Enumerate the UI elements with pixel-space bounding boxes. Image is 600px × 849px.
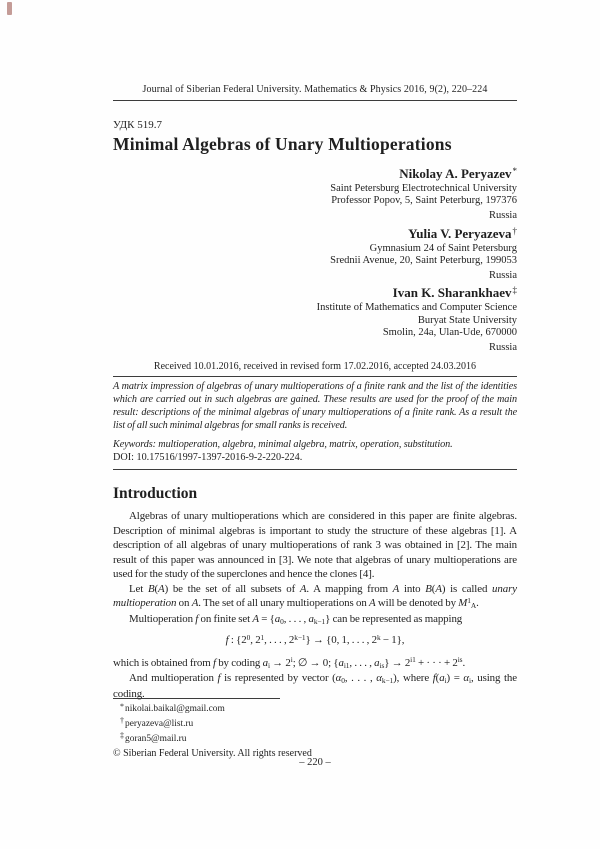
author-name xyxy=(113,226,517,243)
author-block xyxy=(113,166,517,223)
author-country: Russia xyxy=(488,210,517,222)
footnote-marker-ref: * xyxy=(512,166,517,176)
abstract-box xyxy=(113,376,517,470)
keywords-line: Keywords: multioperation, algebra, minimal algebra, matrix, operation, substitution. xyxy=(113,439,453,450)
doi-line: DOI: 10.17516/1997-1397-2016-9-2-220-224. xyxy=(113,452,303,463)
footnote-marker-ref: ‡ xyxy=(512,285,517,296)
author-country: Russia xyxy=(488,342,517,354)
footnote-rule xyxy=(113,698,280,699)
author-affiliation-line: Buryat State University xyxy=(417,314,517,326)
footnote-item xyxy=(113,717,517,732)
author-block xyxy=(113,226,517,283)
paragraph: which is obtained from f by coding ai → $2^i$; ∅ → 0; {ai1, . . . , $ais\} \to 2^{i1}$ + · · · + $2^{is}$. xyxy=(113,655,466,670)
footnote-marker: † xyxy=(120,716,124,726)
paragraph: Let B(A) be the set of all subsets of A. A mapping from A into B(A) is called unary multioperation on A. The set of all unary multioperations on A will be denoted by $M^1A$. xyxy=(113,582,517,611)
author-affiliation-line: Professor Popov, 5, Saint Peterburg, 197376 xyxy=(331,195,517,207)
footnotes-block xyxy=(113,698,517,759)
author-affiliation-line: Srednii Avenue, 20, Saint Peterburg, 199053 xyxy=(330,255,517,267)
footnote-marker: * xyxy=(120,701,124,711)
section-heading-introduction: Introduction xyxy=(113,485,198,502)
author-name-text: Ivan K. Sharankhaev xyxy=(392,285,512,301)
abstract-text: A matrix impression of algebras of unary multioperations of a finite rank and the list of the identities which are carried out in such algebras are gained. These results are used for the proof of the main result: descriptions of the minimal algebras of unary multioperations of a finite rank. As a result the list of all such minimal algebras for small ranks is received. xyxy=(113,381,517,431)
journal-header xyxy=(113,84,517,101)
author-block xyxy=(113,285,517,354)
author-affiliation-line: Saint Petersburg Electrotechnical University xyxy=(330,183,517,194)
body-text xyxy=(113,509,517,701)
author-name xyxy=(113,285,517,302)
authors-block xyxy=(113,164,517,358)
copyright-line: © Siberian Federal University. All rights reserved xyxy=(113,748,312,760)
author-affiliation-line: Gymnasium 24 of Saint Petersburg xyxy=(369,242,517,254)
footnote-email: peryazeva@list.ru xyxy=(125,718,194,729)
page-number: – 220 – xyxy=(299,757,331,768)
paper-title: Minimal Algebras of Unary Multioperations xyxy=(113,134,452,154)
author-country: Russia xyxy=(488,270,517,282)
author-affiliation-line: Institute of Mathematics and Computer Science xyxy=(316,302,517,314)
footnote-marker: ‡ xyxy=(120,731,124,741)
author-name-text: Nikolay A. Peryazev xyxy=(399,166,512,181)
footnote-item xyxy=(113,732,517,747)
paragraph: Multioperation f on finite set A = {a0, . . . , ak−1} can be represented as mapping xyxy=(129,612,463,626)
footnote-marker-ref: † xyxy=(512,225,517,236)
author-affiliation-line: Smolin, 24a, Ulan-Ude, 670000 xyxy=(382,327,517,339)
paragraph: Algebras of unary multioperations which are considered in this paper are finite algebras. Description of minimal algebras is important to study the structure of these algebras [1]. A description of all algebras of unary multioperations of rank 3 was obtained in [2]. The main result of this paper was announced in [3]. We note that algebras of unary multioperations are used for the study of the superclones and hence the clones [4]. xyxy=(113,510,517,580)
journal-header-text: Journal of Siberian Federal University. Mathematics & Physics 2016, 9(2), 220–224 xyxy=(142,84,488,95)
paragraph: And multioperation f is represented by vector (α0, . . . , αk−1), where f(ai) = αi, using the coding. xyxy=(113,672,518,700)
footnote-email: goran5@mail.ru xyxy=(125,733,187,744)
scan-artifact xyxy=(7,2,12,15)
received-line: Received 10.01.2016, received in revised form 17.02.2016, accepted 24.03.2016 xyxy=(153,361,477,372)
display-equation: f : {$2^0$, $2^1$, . . . , $2^{k-1}\} \to \{0$, 1, . . . , $2^k - 1$}, xyxy=(225,632,405,646)
author-name xyxy=(113,166,517,183)
author-name-text: Yulia V. Peryazeva xyxy=(408,225,512,241)
footnote-item xyxy=(113,702,517,717)
footnote-email: nikolai.baikal@gmail.com xyxy=(125,704,225,714)
udc-label: УДК 519.7 xyxy=(113,119,163,131)
